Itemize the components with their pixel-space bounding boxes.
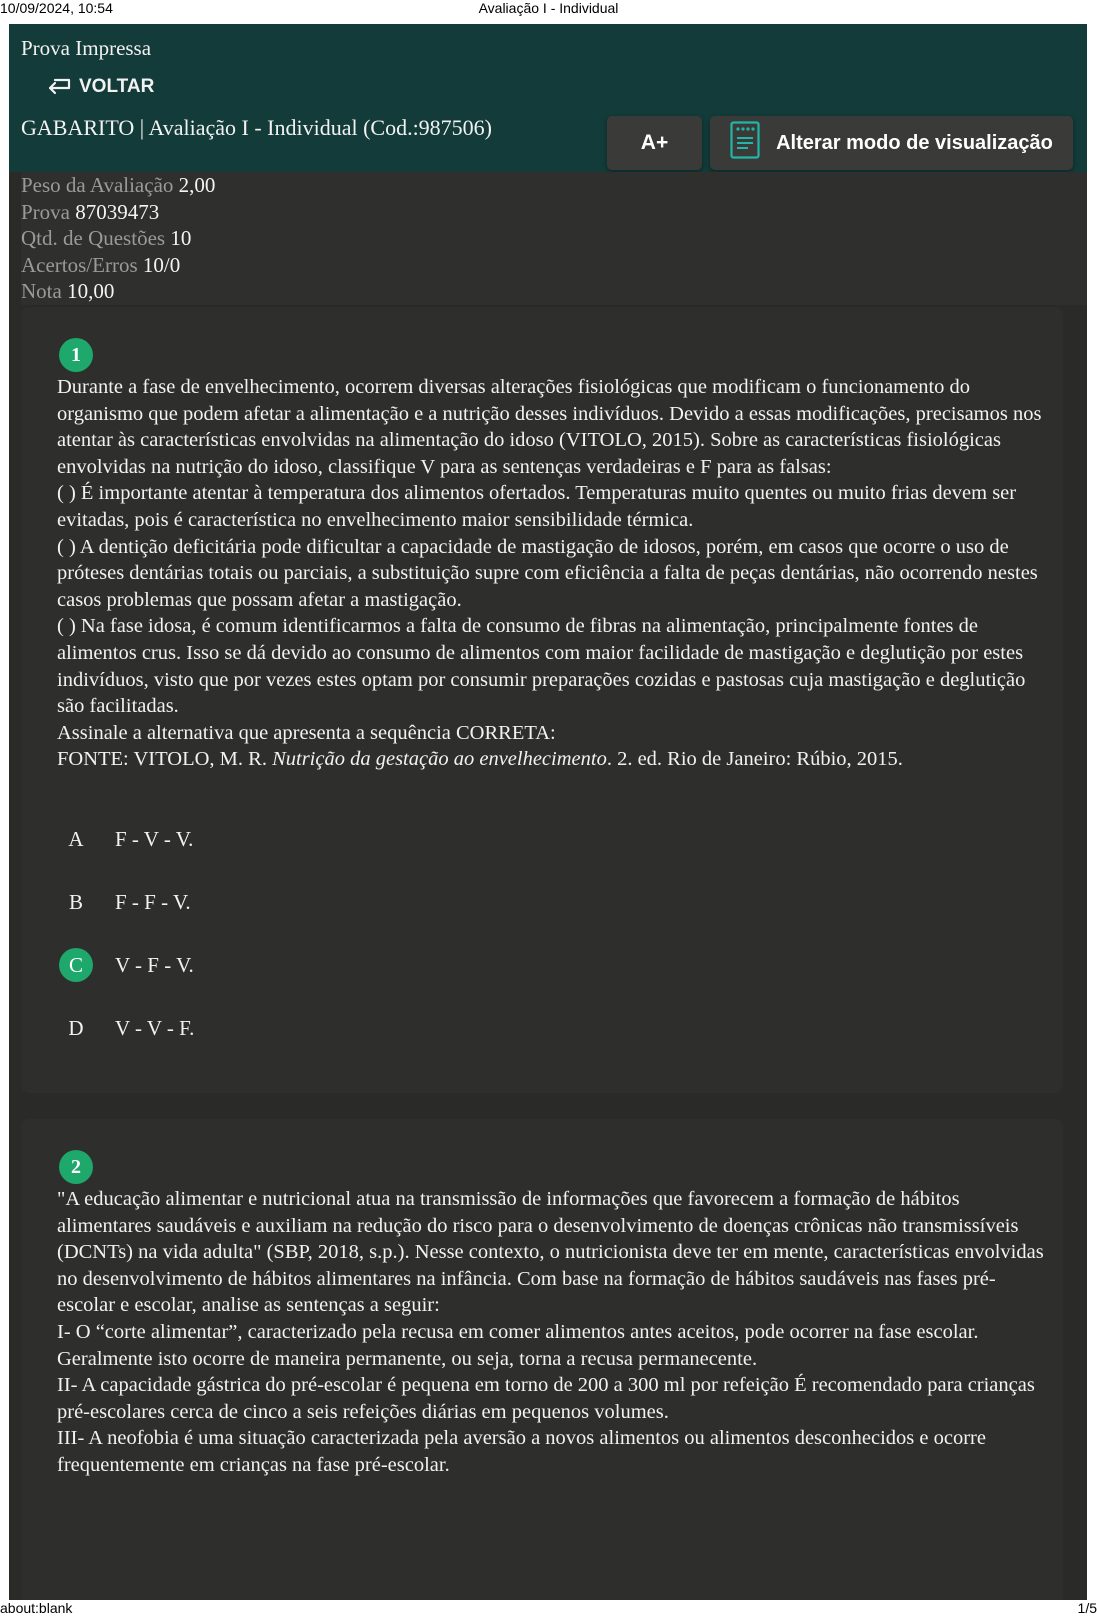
change-view-label: Alterar modo de visualização xyxy=(776,131,1053,154)
info-peso: Peso da Avaliação 2,00 xyxy=(21,173,216,197)
print-doc-title: Avaliação I - Individual xyxy=(478,0,619,16)
option-d[interactable] xyxy=(57,1011,194,1045)
option-letter: A xyxy=(68,826,84,851)
option-a[interactable] xyxy=(57,822,193,856)
option-letter: B xyxy=(68,889,83,914)
question-paragraph: Durante a fase de envelhecimento, ocorrem diversas alterações fisiológicas que modificam o funcionamento do organismo que podem afetar a alimentação e a nutrição desses indivíduos. Devido a essas modificações, precisamos nos atentar às características envolvidas na alimentação do idoso (VITOLO, 2015). Sobre as características fisiológicas envolvidas na nutrição do idoso, classifique V para as sentenças verdadeiras e F para as falsas: xyxy=(57,376,1042,478)
question-text xyxy=(57,374,1047,773)
print-footer xyxy=(0,1600,1097,1622)
document-icon xyxy=(730,121,760,165)
info-qtd-questoes: Qtd. de Questões 10 xyxy=(21,226,192,250)
question-paragraph: Assinale a alternativa que apresenta a sequência CORRETA: xyxy=(57,721,556,744)
exam-title: GABARITO | Avaliação I - Individual (Cod.:987506) xyxy=(21,115,493,140)
question-paragraph: ( ) Na fase idosa, é comum identificarmos a falta de consumo de fibras na alimentação, principalmente fontes de alimentos crus. Isso se dá devido ao consumo de alimentos com maior facilidade de mastigação e deglutição por estes indivíduos, visto que por vezes estes optam por consumir preparações cozidas e pastosas cuja mastigação e deglutição são facilitadas. xyxy=(57,615,1026,718)
info-nota: Nota 10,00 xyxy=(21,279,115,303)
question-paragraph: II- A capacidade gástrica do pré-escolar é pequena em torno de 200 a 300 ml por refeição É recomendado para crianças pré-escolares cerca de cinco a seis refeições diárias em pequenos volumes. xyxy=(57,1374,1035,1423)
info-acertos-erros: Acertos/Erros 10/0 xyxy=(21,252,181,277)
question-paragraph: III- A neofobia é uma situação caracterizada pela aversão a novos alimentos ou alimentos desconhecidos e ocorre frequentemente em crianças na fase pré-escolar. xyxy=(57,1427,986,1476)
option-b[interactable] xyxy=(57,885,191,919)
question-card xyxy=(21,1119,1063,1600)
back-button[interactable] xyxy=(45,76,154,98)
option-c-correct[interactable] xyxy=(57,948,194,982)
back-label: VOLTAR xyxy=(79,76,155,97)
question-source: FONTE: VITOLO, M. R. Nutrição da gestação ao envelhecimento. 2. ed. Rio de Janeiro: Rúbio, 2015. xyxy=(57,748,903,771)
option-text: F - F - V. xyxy=(115,889,191,914)
correct-option-badge: C xyxy=(59,948,93,982)
change-view-button[interactable] xyxy=(710,116,1073,170)
exam-info xyxy=(21,172,1087,305)
option-text: V - V - F. xyxy=(115,1015,195,1040)
question-paragraph: ( ) É importante atentar à temperatura dos alimentos ofertados. Temperaturas muito quentes ou muito frias devem ser evitadas, pois é característica no envelhecimento maior sensibilidade térmica. xyxy=(57,482,1017,531)
option-text: V - F - V. xyxy=(115,952,194,977)
question-card xyxy=(21,307,1063,1093)
question-paragraph: ( ) A dentição deficitária pode dificultar a capacidade de mastigação de idosos, porém, em casos que ocorre o uso de próteses dentárias totais ou parciais, a substituição supre com eficiência a falta de peças dentárias, não ocorrendo nestes casos problemas que possam afetar a mastigação. xyxy=(57,535,1038,611)
question-number-badge: 1 xyxy=(59,338,93,372)
option-letter: D xyxy=(68,1015,84,1040)
question-paragraph: "A educação alimentar e nutricional atua na transmissão de informações que favorecem a formação de hábitos alimentares saudáveis e auxiliam na redução do risco para o desenvolvimento de doenças crônicas não transmissíveis (DCNTs) na vida adulta" (SBP, 2018, s.p.). Nesse contexto, o nutricionista deve ter em mente, características envolvidas no desenvolvimento de hábitos alimentares na infância. Com base na formação de hábitos saudáveis nas fases pré-escolar e escolar, analise as sentenças a seguir: xyxy=(57,1188,1044,1317)
print-header xyxy=(0,0,1097,22)
print-datetime: 10/09/2024, 10:54 xyxy=(0,0,113,16)
print-page-number: 1/5 xyxy=(1077,1600,1097,1616)
exam-page xyxy=(9,24,1087,1600)
question-text xyxy=(57,1186,1047,1479)
option-text: F - V - V. xyxy=(115,826,194,851)
font-size-button[interactable]: A+ xyxy=(607,116,702,170)
question-paragraph: I- O “corte alimentar”, caracterizado pela recusa em comer alimentos antes aceitos, pode ocorrer na fase escolar. Geralmente isto ocorre de maneira permanente, ou seja, torna a recusa permanecente. xyxy=(57,1320,979,1370)
question-number-badge: 2 xyxy=(59,1150,93,1184)
return-arrow-icon xyxy=(45,77,73,97)
info-prova: Prova 87039473 xyxy=(21,199,160,224)
print-url: about:blank xyxy=(0,1600,73,1616)
page-title: Prova Impressa xyxy=(21,36,152,60)
